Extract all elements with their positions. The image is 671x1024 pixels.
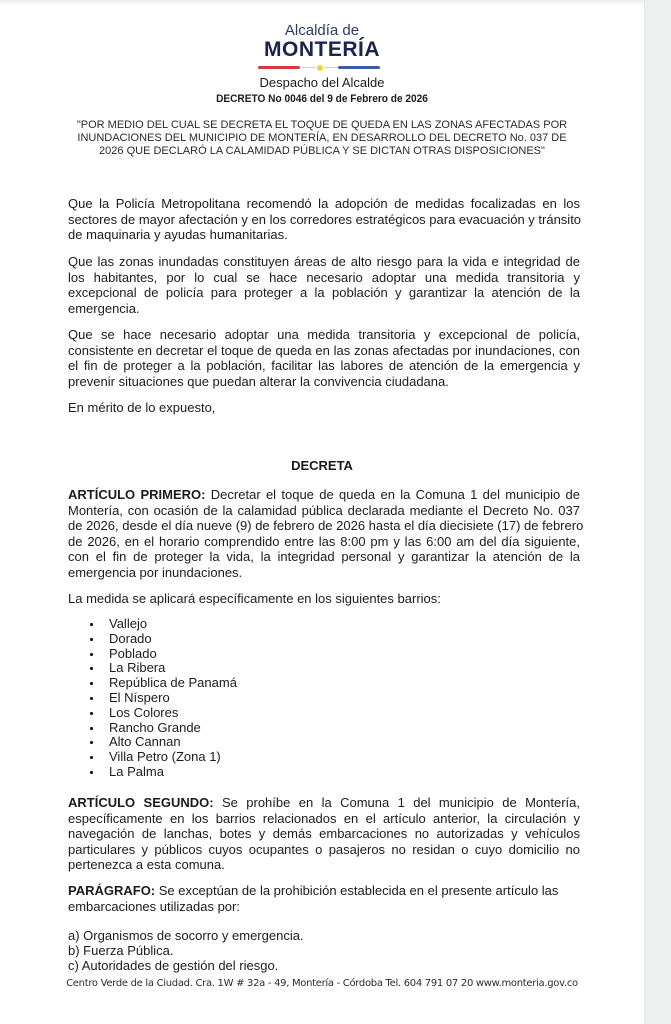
barrio-item bbox=[88, 706, 237, 721]
barrio-name: Rancho Grande bbox=[109, 719, 201, 735]
bullet-icon bbox=[90, 771, 93, 774]
barrios-list bbox=[88, 617, 237, 780]
consideration-3-line: el fin de proteger a la población, facilitar las labores de atención de la emergencia y bbox=[68, 358, 580, 373]
article-2-line: pertenezca a esta comuna. bbox=[68, 857, 225, 872]
logo-stripe-blue bbox=[338, 66, 380, 69]
barrio-item bbox=[88, 765, 237, 780]
article-1-line: emergencia por inundaciones. bbox=[68, 565, 243, 580]
barrio-name: La Ribera bbox=[109, 660, 166, 676]
paragrafo-line: embarcaciones utilizadas por: bbox=[68, 899, 240, 914]
barrio-item bbox=[88, 721, 237, 736]
consideration-1-line: Que la Policía Metropolitana recomendó la adopción de medidas focalizadas en los bbox=[68, 196, 580, 211]
bullet-icon bbox=[90, 756, 93, 759]
article-1-first-line bbox=[68, 487, 580, 502]
consideration-3-line: Que se hace necesario adoptar una medida transitoria y excepcional de policía, bbox=[68, 327, 580, 342]
barrio-item bbox=[88, 735, 237, 750]
article-1-line: de 2026, desde el día nueve (9) de febrero de 2026 hasta el día diecisiete (17) de febrero bbox=[68, 518, 584, 533]
bullet-icon bbox=[90, 712, 93, 715]
bullet-icon bbox=[90, 727, 93, 730]
logo-stripe-divider bbox=[302, 67, 316, 68]
article-1-line: Montería, con ocasión de la calamidad pública declarada mediante el Decreto No. 037 bbox=[68, 503, 580, 518]
barrio-name: Dorado bbox=[109, 630, 152, 646]
bullet-icon bbox=[90, 741, 93, 744]
article-2-line: específicamente en los barrios relacionados en el artículo anterior, la circulación y bbox=[68, 811, 580, 826]
consideration-2-line: los habitantes, por lo cual se hace necesario adoptar una medida transitoria y bbox=[68, 270, 580, 285]
bullet-icon bbox=[90, 623, 93, 626]
barrio-item bbox=[88, 632, 237, 647]
bullet-icon bbox=[90, 667, 93, 670]
barrio-name: Poblado bbox=[109, 645, 157, 661]
barrio-item bbox=[88, 617, 237, 632]
barrio-name: Alto Cannan bbox=[109, 734, 181, 750]
barrio-name: El Níspero bbox=[109, 689, 170, 705]
consideration-3-line: prevenir situaciones que puedan alterar la convivencia ciudadana. bbox=[68, 374, 449, 389]
article-2-text: Se prohíbe en la Comuna 1 del municipio de Montería, bbox=[213, 795, 580, 810]
consideration-2-line: emergencia. bbox=[68, 301, 140, 316]
consideration-1-line: de maquinaria y ayudas humanitarias. bbox=[68, 227, 288, 242]
decree-title-line: "POR MEDIO DEL CUAL SE DECRETA EL TOQUE DE QUEDA EN LAS ZONAS AFECTADAS POR bbox=[76, 119, 568, 131]
decree-number: DECRETO No 0046 del 9 de Febrero de 2026 bbox=[216, 93, 428, 105]
article-2-label: ARTÍCULO SEGUNDO: bbox=[68, 795, 214, 810]
bullet-icon bbox=[90, 682, 93, 685]
logo-stripe-divider bbox=[324, 67, 338, 68]
logo-alcaldia-text: Alcaldía de bbox=[284, 22, 360, 39]
logo-monteria-text: MONTERÍA bbox=[264, 38, 380, 61]
logo-stripe-red bbox=[258, 66, 300, 69]
paragrafo-label: PARÁGRAFO: bbox=[68, 883, 156, 898]
barrio-item bbox=[88, 661, 237, 676]
article-2-line: particulares y públicos cuyos ocupantes o pasajeros no residan o cuyo domicilio no bbox=[68, 842, 580, 857]
exception-item: a) Organismos de socorro y emergencia. bbox=[68, 928, 304, 943]
footer-address: Centro Verde de la Ciudad. Cra. 1W # 32a - 49, Montería - Córdoba Tel. 604 791 07 20 www.monteria.gov.co bbox=[66, 978, 578, 989]
exception-item: c) Autoridades de gestión del riesgo. bbox=[68, 958, 279, 973]
viewer-side-margin bbox=[644, 0, 671, 1024]
bullet-icon bbox=[90, 697, 93, 700]
merit-line: En mérito de lo expuesto, bbox=[68, 400, 216, 415]
paragrafo-first-line bbox=[68, 883, 580, 898]
barrio-name: Villa Petro (Zona 1) bbox=[109, 749, 221, 765]
logo-stripe-yellow-dot bbox=[317, 65, 323, 71]
barrio-item bbox=[88, 691, 237, 706]
consideration-1-line: sectores de mayor afectación y en los corredores estratégicos para evacuación y tránsito bbox=[68, 212, 582, 227]
exception-item: b) Fuerza Pública. bbox=[68, 943, 174, 958]
bullet-icon bbox=[90, 638, 93, 641]
barrio-name: La Palma bbox=[109, 763, 164, 779]
consideration-3-line: consistente en decretar el toque de queda en las zonas afectadas por inundaciones, con bbox=[68, 343, 580, 358]
barrio-item bbox=[88, 647, 237, 662]
article-2-first-line bbox=[68, 795, 580, 810]
barrio-item bbox=[88, 676, 237, 691]
article-1-label: ARTÍCULO PRIMERO: bbox=[68, 487, 206, 502]
article-1-line: con el fin de proteger la vida, la integridad personal y garantizar la atención de la bbox=[68, 549, 580, 564]
paragrafo-text: Se exceptúan de la prohibición establecida en el presente artículo las bbox=[155, 883, 559, 898]
article-2-line: navegación de lanchas, botes y demás embarcaciones no autorizadas y vehículos bbox=[68, 826, 580, 841]
barrios-intro: La medida se aplicará específicamente en los siguientes barrios: bbox=[68, 591, 441, 606]
barrio-name: Los Colores bbox=[109, 704, 179, 720]
article-1-text: Decretar el toque de queda en la Comuna 1 del municipio de bbox=[205, 487, 580, 502]
decree-title-line: INUNDACIONES DEL MUNICIPIO DE MONTERÍA, EN DESARROLLO DEL DECRETO No. 037 DE bbox=[77, 132, 567, 144]
barrio-name: República de Panamá bbox=[109, 675, 237, 691]
barrio-name: Vallejo bbox=[109, 616, 148, 631]
consideration-2-line: excepcional de policía para proteger a la población y garantizar la atención de la bbox=[68, 285, 580, 300]
decreta-heading: DECRETA bbox=[291, 458, 353, 473]
decree-title-line: 2026 QUE DECLARÓ LA CALAMIDAD PÚBLICA Y SE DICTAN OTRAS DISPOSICIONES" bbox=[99, 145, 545, 157]
office-name: Despacho del Alcalde bbox=[259, 75, 385, 90]
article-1-line: de 2026, en el horario comprendido entre las 8:00 pm y las 6:00 am del día siguiente, bbox=[68, 534, 580, 549]
bullet-icon bbox=[90, 653, 93, 656]
consideration-2-line: Que las zonas inundadas constituyen áreas de alto riesgo para la vida e integridad de bbox=[68, 254, 580, 269]
barrio-item bbox=[88, 750, 237, 765]
